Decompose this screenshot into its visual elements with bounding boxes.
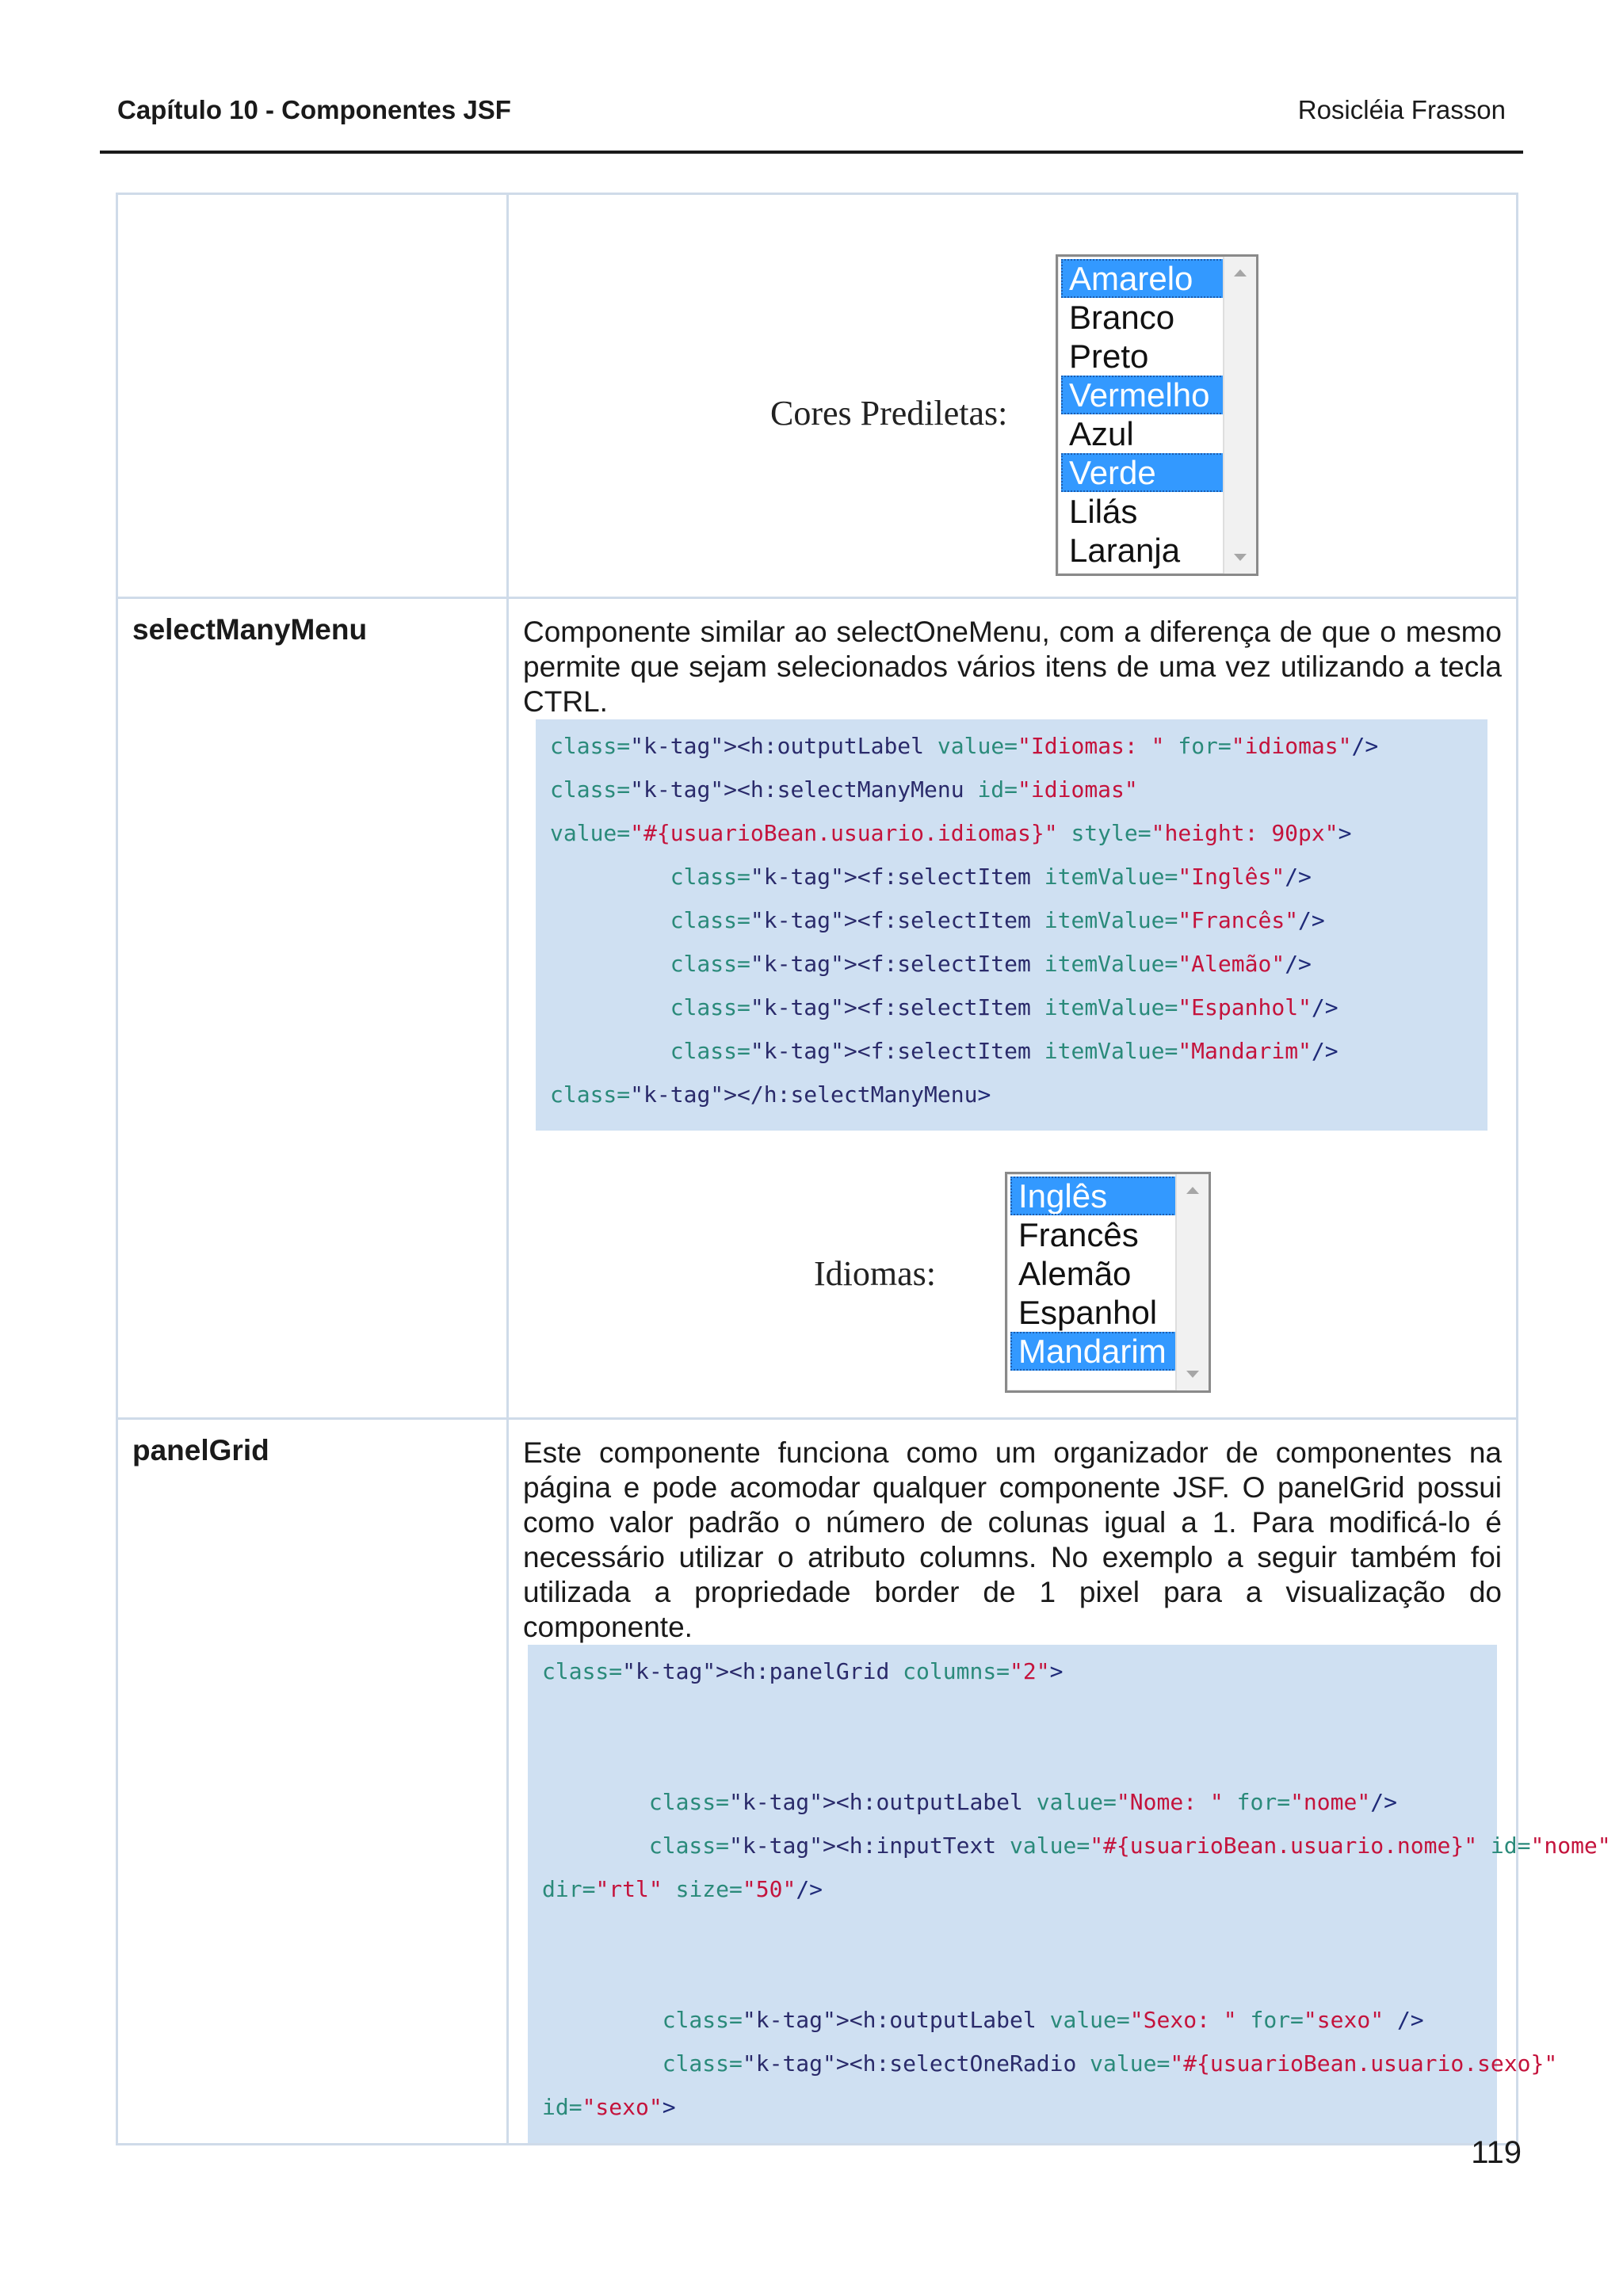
- code-line: class="k-tag"><h:selectManyMenu id="idiomas": [550, 776, 1138, 803]
- author-name: Rosicléia Frasson: [1297, 95, 1506, 124]
- table-row: [117, 1419, 1518, 2145]
- code-line: dir="rtl" size="50"/>: [542, 1876, 823, 1902]
- code-line: id="sexo">: [542, 2094, 676, 2120]
- chapter-title: Capítulo 10 - Componentes JSF: [117, 95, 511, 124]
- code-line: class="k-tag"><h:outputLabel value="Nome: " for="nome"/>: [648, 1789, 1397, 1815]
- selectmanymenu-code: [536, 719, 1487, 1131]
- term-panelgrid: panelGrid: [132, 1434, 269, 1466]
- idiomas-demo: [509, 1131, 1516, 1400]
- code-line: class="k-tag"></h:selectManyMenu>: [550, 1081, 991, 1108]
- idiomas-label: Idiomas:: [814, 1254, 936, 1293]
- code-line: class="k-tag"><f:selectItem itemValue="Mandarim"/>: [670, 1038, 1338, 1064]
- code-line: class="k-tag"><f:selectItem itemValue="Espanhol"/>: [670, 994, 1338, 1020]
- code-line: class="k-tag"><h:outputLabel value="Idiomas: " for="idiomas"/>: [550, 733, 1379, 759]
- description-cell: [508, 194, 1518, 598]
- panelgrid-description: Este componente funciona como um organizador de componentes na página e pode acomodar qualquer componente JSF. O panelGrid possui como valor padrão o número de colunas igual a 1. Para modificá-lo é necessário utilizar o atributo columns. No exemplo a seguir também foi utilizada a propriedade border de 1 pixel para a visualização do componente.: [523, 1436, 1502, 1643]
- listbox-option[interactable]: Mandarim: [1010, 1332, 1205, 1371]
- listbox-option[interactable]: Verde: [1061, 453, 1253, 492]
- listbox-option[interactable]: Lilás: [1069, 493, 1138, 530]
- cores-listbox[interactable]: [1056, 254, 1258, 576]
- code-line: [542, 1737, 1497, 1780]
- code-line: [542, 1911, 1497, 1955]
- cores-label: Cores Prediletas:: [770, 394, 1008, 433]
- page-number: 119: [1471, 2135, 1522, 2170]
- code-line: value="#{usuarioBean.usuario.idiomas}" style="height: 90px">: [550, 820, 1352, 846]
- term-cell: [117, 598, 508, 1419]
- listbox-option[interactable]: Branco: [1069, 299, 1175, 336]
- description-cell: [508, 598, 1518, 1419]
- code-line: [542, 1693, 1497, 1737]
- code-line: class="k-tag"><f:selectItem itemValue="Alemão"/>: [670, 951, 1312, 977]
- code-line: class="k-tag"><h:inputText value="#{usuarioBean.usuario.nome}" id="nome": [648, 1833, 1611, 1859]
- scroll-down-icon[interactable]: [1186, 1371, 1199, 1378]
- header-divider: [100, 151, 1523, 154]
- code-line: class="k-tag"><f:selectItem itemValue="Francês"/>: [670, 907, 1325, 933]
- code-line: class="k-tag"><h:outputLabel value="Sexo: " for="sexo" />: [662, 2007, 1424, 2033]
- listbox-option[interactable]: Laranja: [1069, 532, 1181, 569]
- scroll-down-icon[interactable]: [1234, 554, 1247, 561]
- code-line: [542, 1955, 1497, 1998]
- listbox-option[interactable]: Francês: [1018, 1216, 1139, 1253]
- table-row: [117, 598, 1518, 1419]
- listbox-option[interactable]: Amarelo: [1061, 259, 1253, 298]
- selectmanymenu-description: Componente similar ao selectOneMenu, com a diferença de que o mesmo permite que sejam selecionados vários itens de uma vez utilizando a tecla CTRL.: [523, 616, 1502, 718]
- listbox-option[interactable]: Espanhol: [1018, 1294, 1158, 1331]
- listbox-option[interactable]: Vermelho: [1061, 376, 1253, 414]
- listbox-option[interactable]: Alemão: [1018, 1255, 1132, 1292]
- idiomas-listbox[interactable]: [1005, 1172, 1211, 1393]
- table-row: [117, 194, 1518, 598]
- listbox-scrollbar[interactable]: [1223, 257, 1256, 574]
- code-line: class="k-tag"><h:panelGrid columns="2">: [542, 1658, 1064, 1684]
- panelgrid-code: [528, 1645, 1611, 2143]
- components-table: [116, 193, 1611, 2145]
- code-line: class="k-tag"><h:selectOneRadio value="#{usuarioBean.usuario.sexo}": [662, 2050, 1558, 2077]
- listbox-option[interactable]: Preto: [1069, 338, 1149, 375]
- listbox-option[interactable]: Inglês: [1010, 1177, 1205, 1215]
- scroll-up-icon[interactable]: [1186, 1187, 1199, 1194]
- cores-demo: [509, 195, 1516, 591]
- code-line: class="k-tag"><f:selectItem itemValue="Inglês"/>: [670, 864, 1312, 890]
- listbox-scrollbar[interactable]: [1175, 1174, 1209, 1390]
- term-cell: [117, 194, 508, 598]
- scroll-up-icon[interactable]: [1234, 269, 1247, 277]
- term-selectmanymenu: selectManyMenu: [132, 613, 368, 646]
- description-cell: [508, 1419, 1611, 2145]
- term-cell: [117, 1419, 508, 2145]
- listbox-option[interactable]: Azul: [1069, 415, 1134, 452]
